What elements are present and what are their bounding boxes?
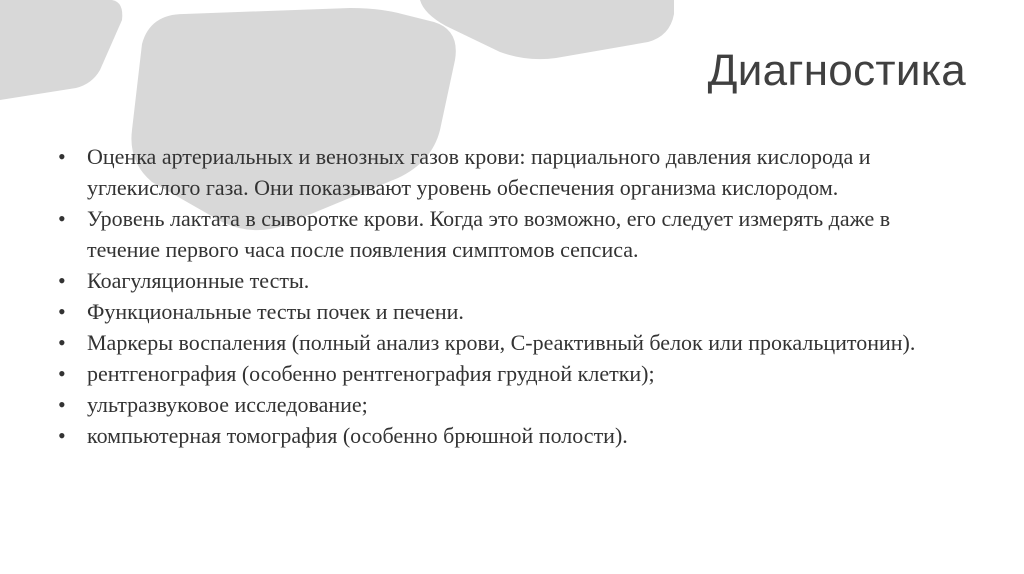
bullet-text: ультразвуковое исследование;	[87, 392, 368, 417]
bullet-text: Маркеры воспаления (полный анализ крови, С-реактивный белок или прокальцитонин).	[87, 330, 916, 355]
bullet-icon: •	[58, 299, 66, 324]
bullet-icon: •	[58, 423, 66, 448]
bullet-text: Функциональные тесты почек и печени.	[87, 299, 464, 324]
bullet-icon: •	[58, 330, 66, 355]
bullet-list	[58, 141, 958, 451]
bullet-text: компьютерная томография (особенно брюшной полости).	[87, 423, 628, 448]
bullet-text: Уровень лактата в сыворотке крови. Когда это возможно, его следует измерять даже в течение первого часа после появления симптомов сепсиса.	[87, 206, 891, 262]
bullet-item	[58, 420, 958, 451]
bullet-item	[58, 296, 958, 327]
bullet-icon: •	[58, 268, 66, 293]
bullet-item	[58, 389, 958, 420]
bullet-icon: •	[58, 361, 66, 386]
bullet-text: Коагуляционные тесты.	[87, 268, 310, 293]
bullet-icon: •	[58, 206, 66, 231]
bullet-item	[58, 358, 958, 389]
bullet-text: Оценка артериальных и венозных газов крови: парциального давления кислорода и углекислого газа. Они показывают уровень обеспечения организма кислородом.	[87, 144, 871, 200]
bullet-item	[58, 265, 958, 296]
bullet-icon: •	[58, 144, 66, 169]
bullet-item	[58, 327, 958, 358]
decor-shape-left	[0, 0, 122, 100]
bullet-icon: •	[58, 392, 66, 417]
bullet-text: рентгенография (особенно рентгенография грудной клетки);	[87, 361, 655, 386]
bullet-item	[58, 203, 958, 265]
bullet-item	[58, 141, 958, 203]
decor-shape-right	[420, 0, 674, 59]
slide-title: Диагностика	[707, 46, 966, 95]
